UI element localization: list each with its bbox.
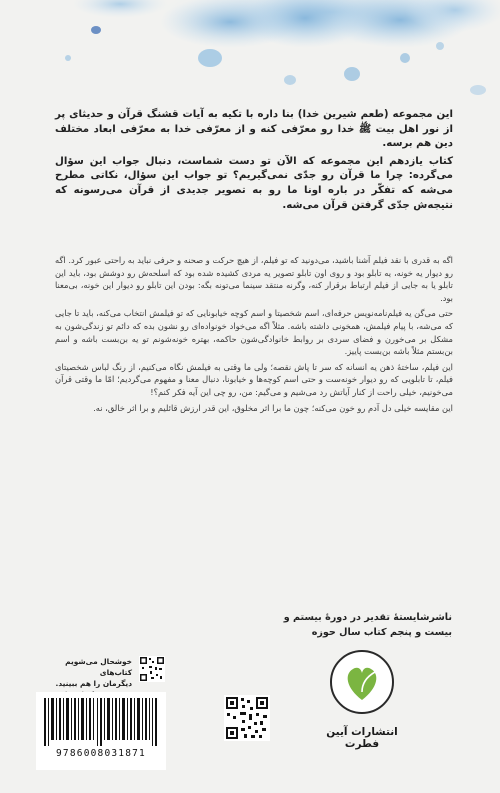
- award-line: بیست و پنجم کتاب سال حوزه: [311, 627, 452, 638]
- body-paragraph: این مقایسه خیلی دل آدم رو خون می‌کنه؛ چون ما برا اثر مخلوق، این قدر ارزش قائلیم و برا اثر خالق، نه.: [93, 402, 453, 413]
- award-note: [220, 610, 452, 640]
- website-note-line: خوشحال می‌شویم کتاب‌های: [65, 657, 132, 677]
- qr-code-icon: [139, 656, 165, 682]
- body-paragraph: حتی می‌گن یه فیلم‌نامه‌نویس حرفه‌ای، اسم شخصیتا و اسم کوچه خیابونایی که تو فیلمش انتخاب می‌کنه، باید تا جایی که می‌شه، با پیام فیلمش، همخونی داشته باشه. مثلاً اگه می‌خواد خونواده‌ای رو نشون بده که دائم تو زندگی‌شون به مشکل بر می‌خورن و فضای سردی بر روابط خانوادگی‌شون حاکمه، بهتره خونه‌شونم تو یه بن‌بست باشه و اسم بن‌بستم مثلاً باشه بن‌بست پاییز.: [55, 308, 453, 357]
- barcode-panel: [36, 692, 166, 770]
- body-paragraph: اگه به قدری با نقد فیلم آشنا باشید، می‌دونید که تو فیلم، از هیچ حرکت و صحنه و حرفی نباید به راحتی عبور کرد. اگه رو دیوار یه خونه، یه تابلو بود و روی اون تابلو تصویر یه مردی کشیده شده بود که اسلحه‌ش رو دوشش بود، باید این تابلو یا به جایی از فیلم ارتباط برقرار کنه، وگرنه منتقد سینما می‌تونه بگه: بودن این تابلو رو دیوار این خونه، بی‌معنا بود.: [55, 255, 453, 303]
- body-text: [55, 254, 453, 417]
- isbn-number: 9786008031871: [56, 748, 146, 759]
- body-paragraph: این فیلم، ساختهٔ ذهن یه انسانه که سر تا پاش نقصه؛ ولی ما وقتی به فیلمش نگاه می‌کنیم، از رنگ لباس شخصیتای فیلم، تا تابلویی که رو دیوار خونه‌ست و حتی اسم کوچه‌ها و خیابونا، دنبال معنا و مفهوم می‌گردیم؛ امّا ما وقتی قرآن می‌خونیم، خیلی راحت از کنار آیاتش رد می‌شیم و می‌گیم: من، رو چی این آیه فکر کنم؟!: [55, 361, 453, 397]
- publisher-name: انتشارات آیین فطرت: [326, 726, 398, 750]
- heart-leaf-logo-icon: [328, 648, 396, 716]
- qr-code-icon: [224, 695, 270, 741]
- intro-paragraph: این مجموعه (طعم شیرین خدا) بنا داره با تکیه به آیات قشنگ قرآن و حدیثای پر از نور اهل بیت ﷺ خدا رو معرّفی کنه و از معرّفی خدا به معرّفی ابعاد مختلف دین هم برسه.: [55, 109, 453, 150]
- watercolor-wash: [0, 0, 500, 110]
- intro-text: [55, 108, 453, 216]
- website-note-line: دیگرمان را هم ببینید.: [55, 679, 132, 688]
- intro-paragraph: کتاب یازدهم این مجموعه که الآن تو دست شماست، دنبال جواب این سؤال می‌گرده: چرا ما قرآن رو جدّی نمی‌گیریم؟ تو جواب این سؤال، نکاتی مطرح می‌شه که تفکّر در باره‌ اونا ما رو به تصویر جدیدی از قرآن می‌رسونه که نتیجه‌ش جدّی گرفتن قرآن می‌شه.: [55, 155, 453, 211]
- barcode-icon: [44, 698, 158, 746]
- award-line: ناشرشایستهٔ تقدیر در دورهٔ بیستم و: [283, 612, 452, 623]
